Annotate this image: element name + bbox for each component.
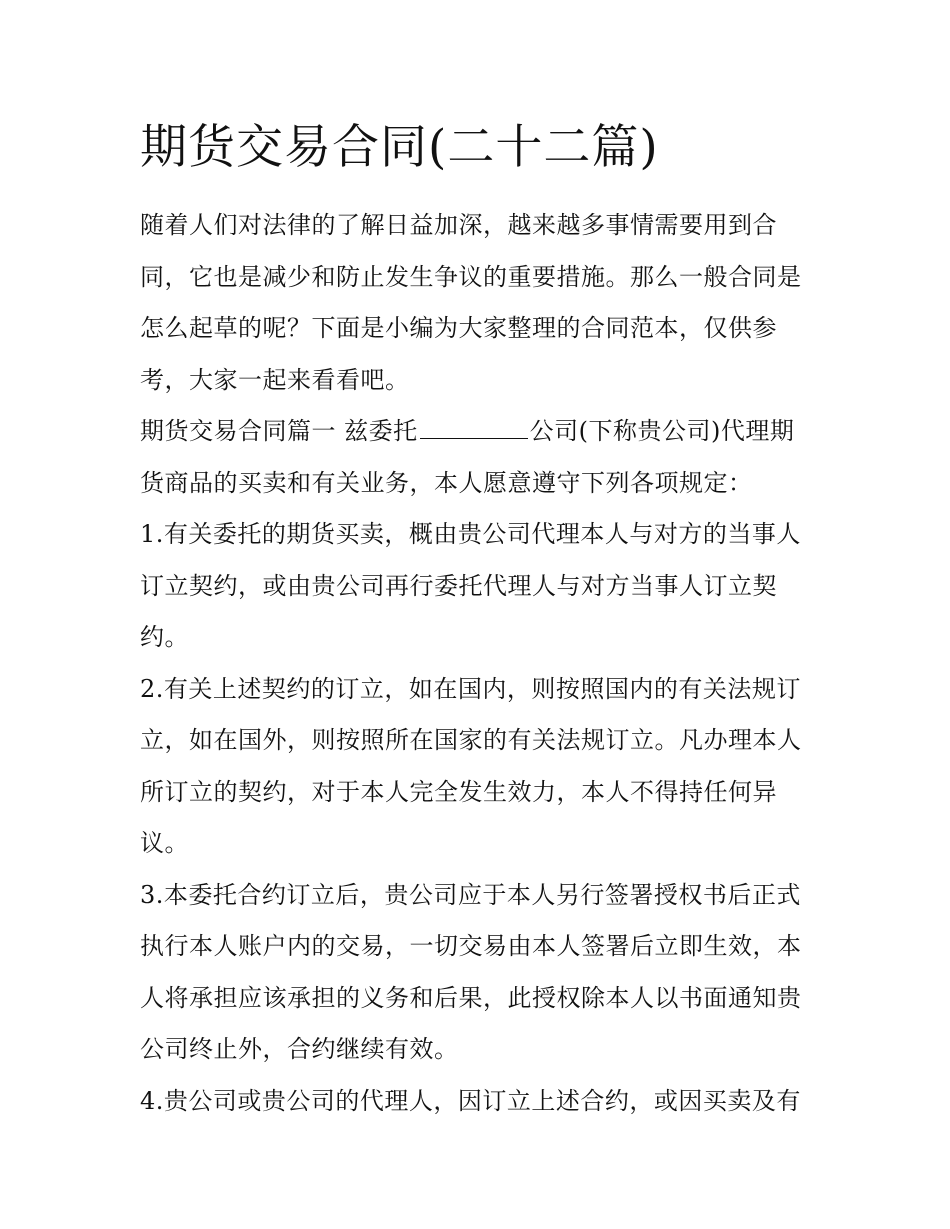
document-title: 期货交易合同(二十二篇) bbox=[140, 120, 659, 175]
clause-4: 4.贵公司或贵公司的代理人，因订立上述合约，或因买卖及有 bbox=[140, 1086, 801, 1115]
section-heading-paragraph bbox=[140, 406, 816, 509]
clause-2: 2.有关上述契约的订立，如在国内，则按照国内的有关法规订立，如在国外，则按照所在国家的有关法规订立。凡办理本人所订立的契约，对于本人完全发生效力，本人不得持任何异议。 bbox=[140, 674, 802, 857]
clause-3: 3.本委托合约订立后，贵公司应于本人另行签署授权书后正式执行本人账户内的交易，一切交易由本人签署后立即生效，本人将承担应该承担的义务和后果，此授权除本人以书面通知贵公司终止外，合约继续有效。 bbox=[140, 880, 802, 1063]
document-body bbox=[140, 200, 816, 1127]
company-name-blank bbox=[420, 416, 528, 439]
section-heading-end: 公司(下称贵公司)代理期货商品的买卖和有关业务，本人愿意遵守下列各项规定： bbox=[140, 417, 795, 497]
clause-1: 1.有关委托的期货买卖，概由贵公司代理本人与对方的当事人订立契约，或由贵公司再行委托代理人与对方当事人订立契约。 bbox=[140, 520, 801, 651]
intro-paragraph: 随着人们对法律的了解日益加深，越来越多事情需要用到合同，它也是减少和防止发生争议的重要措施。那么一般合同是怎么起草的呢？下面是小编为大家整理的合同范本，仅供参考，大家一起来看看吧。 bbox=[140, 211, 802, 394]
section-heading-start: 期货交易合同篇一 兹委托 bbox=[140, 417, 418, 445]
